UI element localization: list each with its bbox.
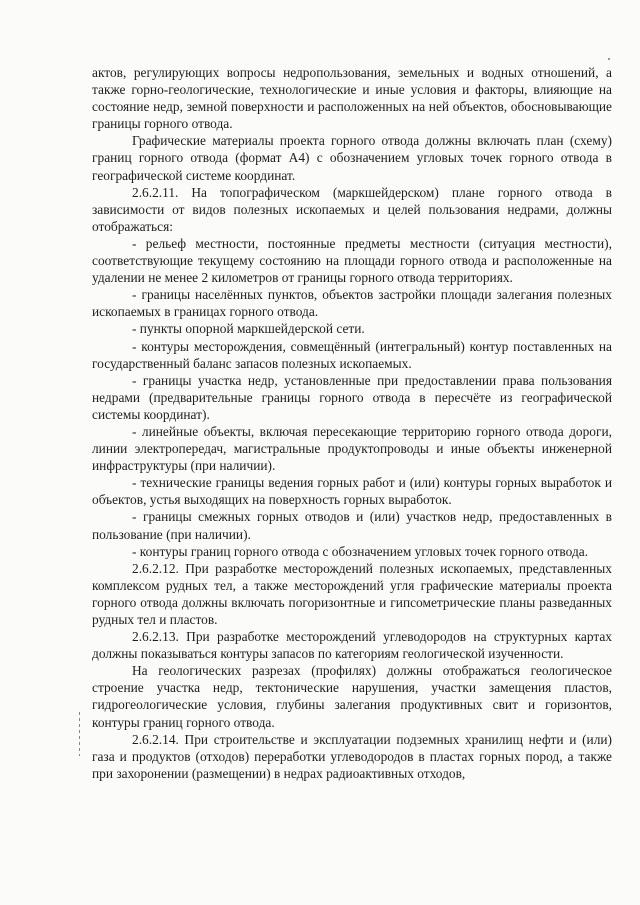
- paragraph-graphic-materials: Графические материалы проекта горного отвода должны включать план (схему) границ горного отвода (формат А4) с обозначением угловых точек горного отвода в географической системе координат.: [92, 133, 612, 183]
- paragraph-2-6-2-12: 2.6.2.12. При разработке месторождений полезных ископаемых, представленных комплексом рудных тел, а также месторождений угля графические материалы проекта горного отвода должны включать погоризонтные и гипсометрические планы разведанных рудных тел и пластов.: [92, 560, 612, 627]
- list-item-deposit-contours: - контуры месторождения, совмещённый (интегральный) контур поставленных на государственный баланс запасов полезных ископаемых.: [92, 338, 612, 371]
- paragraph-2-6-2-14: 2.6.2.14. При строительстве и эксплуатации подземных хранилищ нефти и (или) газа и продуктов (отходов) переработки углеводородов в пластах горных пород, а также при захоронении (размещении) в недрах радиоактивных отходов,: [92, 731, 612, 781]
- list-item-adjacent-allotments: - границы смежных горных отводов и (или) участков недр, предоставленных в пользование (при наличии).: [92, 509, 612, 542]
- scan-binding-mark: [79, 712, 80, 756]
- list-item-allotment-contours: - контуры границ горного отвода с обозначением угловых точек горного отвода.: [132, 543, 589, 559]
- list-item-survey-network: - пункты опорной маркшейдерской сети.: [132, 321, 365, 337]
- paragraph-continuation: актов, регулирующих вопросы недропользования, земельных и водных отношений, а также горно-геологические, технологические и иные условия и факторы, влияющие на состояние недр, земной поверхности и расположенных на ней объектов, обосновывающие границы горного отвода.: [92, 65, 612, 132]
- paragraph-geological-sections: На геологических разрезах (профилях) должны отображаться геологическое строение участка недр, тектонические нарушения, участки замещения пластов, гидрогеологические условия, глубины залегания продуктивных свит и горизонтов, контуры границ горного отвода.: [92, 663, 612, 730]
- paragraph-2-6-2-13: 2.6.2.13. При разработке месторождений углеводородов на структурных картах должны показываться контуры запасов по категориям геологической изученности.: [92, 629, 612, 662]
- list-item-linear-objects: - линейные объекты, включая пересекающие территорию горного отвода дороги, линии электропередач, магистральные продуктопроводы и иные объекты инженерной инфраструктуры (при наличии).: [92, 423, 612, 474]
- list-item-technical-boundaries: - технические границы ведения горных работ и (или) контуры горных выработок и объектов, устья выходящих на поверхность горных выработок.: [92, 475, 612, 508]
- list-item-relief: - рельеф местности, постоянные предметы местности (ситуация местности), соответствующие текущему состоянию на площади горного отвода и расположенные на удалении не менее 2 километров от границы горного отвода территориях.: [92, 235, 612, 286]
- list-item-settlements: - границы населённых пунктов, объектов застройки площади залегания полезных ископаемых в границах горного отвода.: [92, 287, 612, 320]
- paragraph-2-6-2-11: 2.6.2.11. На топографическом (маркшейдерском) плане горного отвода в зависимости от видов полезных ископаемых и целей пользования недрами, должны отображаться:: [92, 184, 612, 234]
- scan-speck: [608, 58, 610, 60]
- document-body: [92, 64, 612, 782]
- list-item-subsoil-boundaries: - границы участка недр, установленные при предоставлении права пользования недрами (предварительные границы горного отвода в пересчёте из географической системы координат).: [92, 372, 612, 422]
